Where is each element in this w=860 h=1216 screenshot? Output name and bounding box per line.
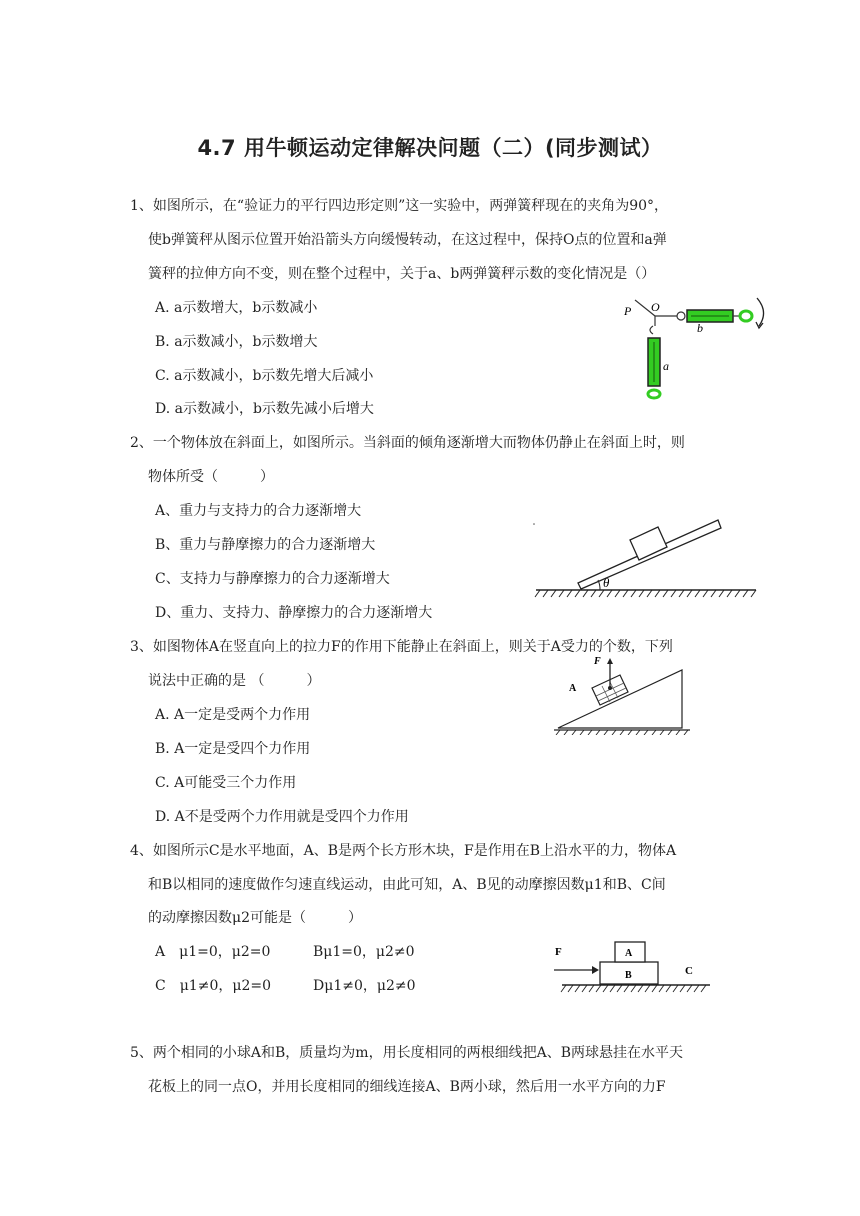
q2-option-c: C、支持力与静摩擦力的合力逐渐增大 (155, 571, 390, 587)
q1-spring-scale-figure (615, 288, 775, 406)
q5-line-2: 花板上的同一点O，并用长度相同的细线连接A、B两小球，然后用一水平方向的力F (148, 1079, 666, 1095)
q2-incline-figure (530, 515, 760, 605)
q3-label-a: A (569, 683, 577, 694)
q4-option-d: Dμ1≠0，μ2≠0 (313, 978, 416, 994)
q2-line-2: 物体所受（ ） (148, 469, 274, 485)
q4-option-a: A μ1=0，μ2=0 (155, 944, 271, 960)
q1-option-a: A. a示数增大，b示数减小 (155, 300, 318, 316)
q4-line-3: 的动摩擦因数μ2可能是（ ） (148, 910, 363, 926)
q1-label-o: O (651, 300, 660, 314)
q2-line-1: 2、一个物体放在斜面上，如图所示。当斜面的倾角逐渐增大而物体仍静止在斜面上时，则 (130, 435, 685, 451)
q3-option-b: B. A一定是受四个力作用 (155, 741, 311, 757)
q3-line-2: 说法中正确的是 （ ） (148, 673, 321, 689)
q3-option-a: A. A一定是受两个力作用 (155, 707, 311, 723)
q2-option-d: D、重力、支持力、静摩擦力的合力逐渐增大 (155, 605, 433, 621)
q1-line-1: 1、如图所示，在“验证力的平行四边形定则”这一实验中，两弹簧秤现在的夹角为90°， (130, 198, 669, 214)
q4-line-1: 4、如图所示C是水平地面，A、B是两个长方形木块，F是作用在B上沿水平的力，物体A (130, 843, 677, 859)
q4-option-c: C μ1≠0，μ2=0 (155, 978, 271, 994)
q1-label-a: a (663, 359, 669, 373)
q3-label-f: F (594, 656, 601, 667)
q2-block (630, 527, 667, 560)
q2-option-b: B、重力与静摩擦力的合力逐渐增大 (155, 537, 376, 553)
q1-option-d: D. a示数减小，b示数先减小后增大 (155, 401, 374, 417)
q1-rotation-arrow (757, 298, 764, 326)
q3-incline-figure (550, 650, 695, 735)
q1-option-b: B. a示数减小，b示数增大 (155, 334, 318, 350)
q3-option-d: D. A不是受两个力作用就是受四个力作用 (155, 809, 409, 825)
q4-option-b: Bμ1=0，μ2≠0 (313, 944, 415, 960)
q4-line-2: 和B以相同的速度做作匀速直线运动，由此可知，A、B见的动摩擦因数μ1和B、C间 (148, 877, 666, 893)
q1-label-p: P (624, 304, 632, 318)
q2-option-a: A、重力与支持力的合力逐渐增大 (155, 503, 362, 519)
page-title: 4.7 用牛顿运动定律解决问题（二）(同步测试） (197, 136, 663, 160)
q4-label-a: A (625, 948, 633, 959)
q1-line-2: 使b弹簧秤从图示位置开始沿箭头方向缓慢转动，在这过程中，保持O点的位置和a弹 (148, 232, 667, 248)
q1-line-3: 簧秤的拉伸方向不变，则在整个过程中，关于a、b两弹簧秤示数的变化情况是（） (148, 266, 656, 282)
q4-label-f: F (555, 946, 562, 958)
q3-line-1: 3、如图物体A在竖直向上的拉力F的作用下能静止在斜面上，则关于A受力的个数，下列 (130, 639, 673, 655)
q2-angle-label: θ (603, 575, 610, 590)
q3-option-c: C. A可能受三个力作用 (155, 775, 297, 791)
q5-line-1: 5、两个相同的小球A和B，质量均为m，用长度相同的两根细线把A、B两球悬挂在水平天 (130, 1045, 683, 1061)
q1-label-b: b (697, 321, 703, 335)
q4-label-c: C (685, 965, 693, 977)
q1-option-c: C. a示数减小，b示数先增大后减小 (155, 368, 374, 384)
q4-blocks-figure (550, 936, 715, 998)
q4-label-b: B (625, 970, 632, 981)
